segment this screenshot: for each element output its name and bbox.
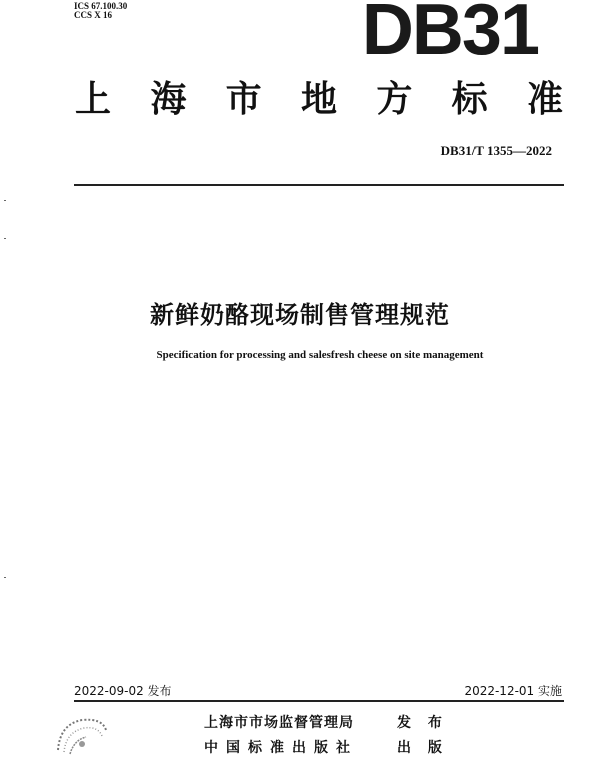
db31-logo: DB31 <box>361 0 538 70</box>
publisher-line <box>204 737 358 757</box>
org-char: 市 <box>225 79 262 120</box>
issuer-line <box>204 712 354 732</box>
ccs-code: CCS X 16 <box>74 10 113 20</box>
margin-mark <box>4 238 6 239</box>
issuer-action: 发 布 <box>397 715 448 731</box>
issue-date: 2022-09-02 发布 <box>74 684 172 698</box>
publisher-name: 中国标准出版社 <box>204 740 358 756</box>
org-char: 标 <box>451 79 488 120</box>
seal-icon <box>52 712 110 758</box>
issuer-name: 上海市市场监督管理局 <box>204 715 354 731</box>
top-divider <box>74 184 564 186</box>
org-char: 上 <box>75 79 112 120</box>
classification-codes <box>74 2 127 20</box>
organization-title <box>75 80 563 120</box>
title-english: Specification for processing and salesfresh cheese on site management <box>156 349 484 361</box>
org-char: 地 <box>300 79 337 120</box>
org-char: 准 <box>526 79 563 120</box>
ics-code: ICS 67.100.30 <box>74 1 128 11</box>
org-char: 方 <box>376 79 413 120</box>
margin-mark <box>4 200 6 201</box>
standard-number: DB31/T 1355—2022 <box>440 143 552 158</box>
margin-mark <box>4 577 6 578</box>
org-char: 海 <box>150 79 187 120</box>
publisher-action: 出 版 <box>397 740 448 756</box>
effective-date: 2022-12-01 实施 <box>464 684 562 698</box>
bottom-divider <box>74 700 564 702</box>
title-chinese: 新鲜奶酪现场制售管理规范 <box>150 301 450 329</box>
